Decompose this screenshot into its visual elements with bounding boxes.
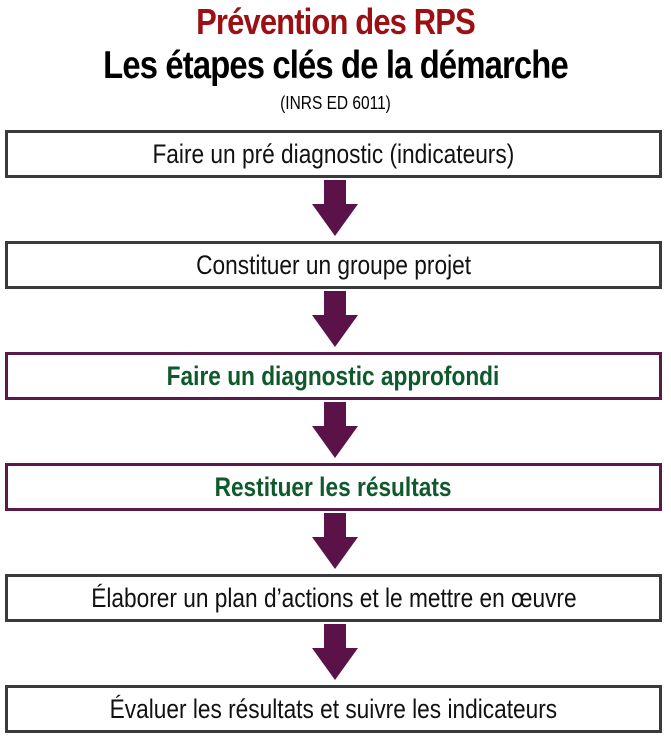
step-label: Constituer un groupe projet — [196, 249, 471, 280]
down-arrow-icon — [312, 513, 358, 569]
step-label: Restituer les résultats — [215, 471, 452, 502]
step-box-restituer — [5, 463, 662, 511]
step-box-pre-diagnostic — [5, 130, 662, 178]
down-arrow-icon — [312, 402, 358, 458]
step-label: Élaborer un plan d’actions et le mettre en œuvre — [90, 582, 577, 613]
page-title: Prévention des RPS — [196, 1, 475, 42]
step-box-plan-actions — [5, 574, 662, 622]
step-label: Faire un diagnostic approfondi — [167, 360, 500, 391]
down-arrow-icon — [312, 291, 358, 347]
page-subtitle: Les étapes clés de la démarche — [103, 44, 568, 87]
step-box-evaluer — [5, 685, 662, 733]
source-reference: (INRS ED 6011) — [280, 93, 391, 113]
step-label: Évaluer les résultats et suivre les indicateurs — [109, 693, 558, 724]
step-label: Faire un pré diagnostic (indicateurs) — [152, 138, 515, 169]
step-box-groupe-projet — [5, 241, 662, 289]
step-box-diagnostic-approfondi — [5, 352, 662, 400]
down-arrow-icon — [312, 180, 358, 236]
down-arrow-icon — [312, 624, 358, 680]
